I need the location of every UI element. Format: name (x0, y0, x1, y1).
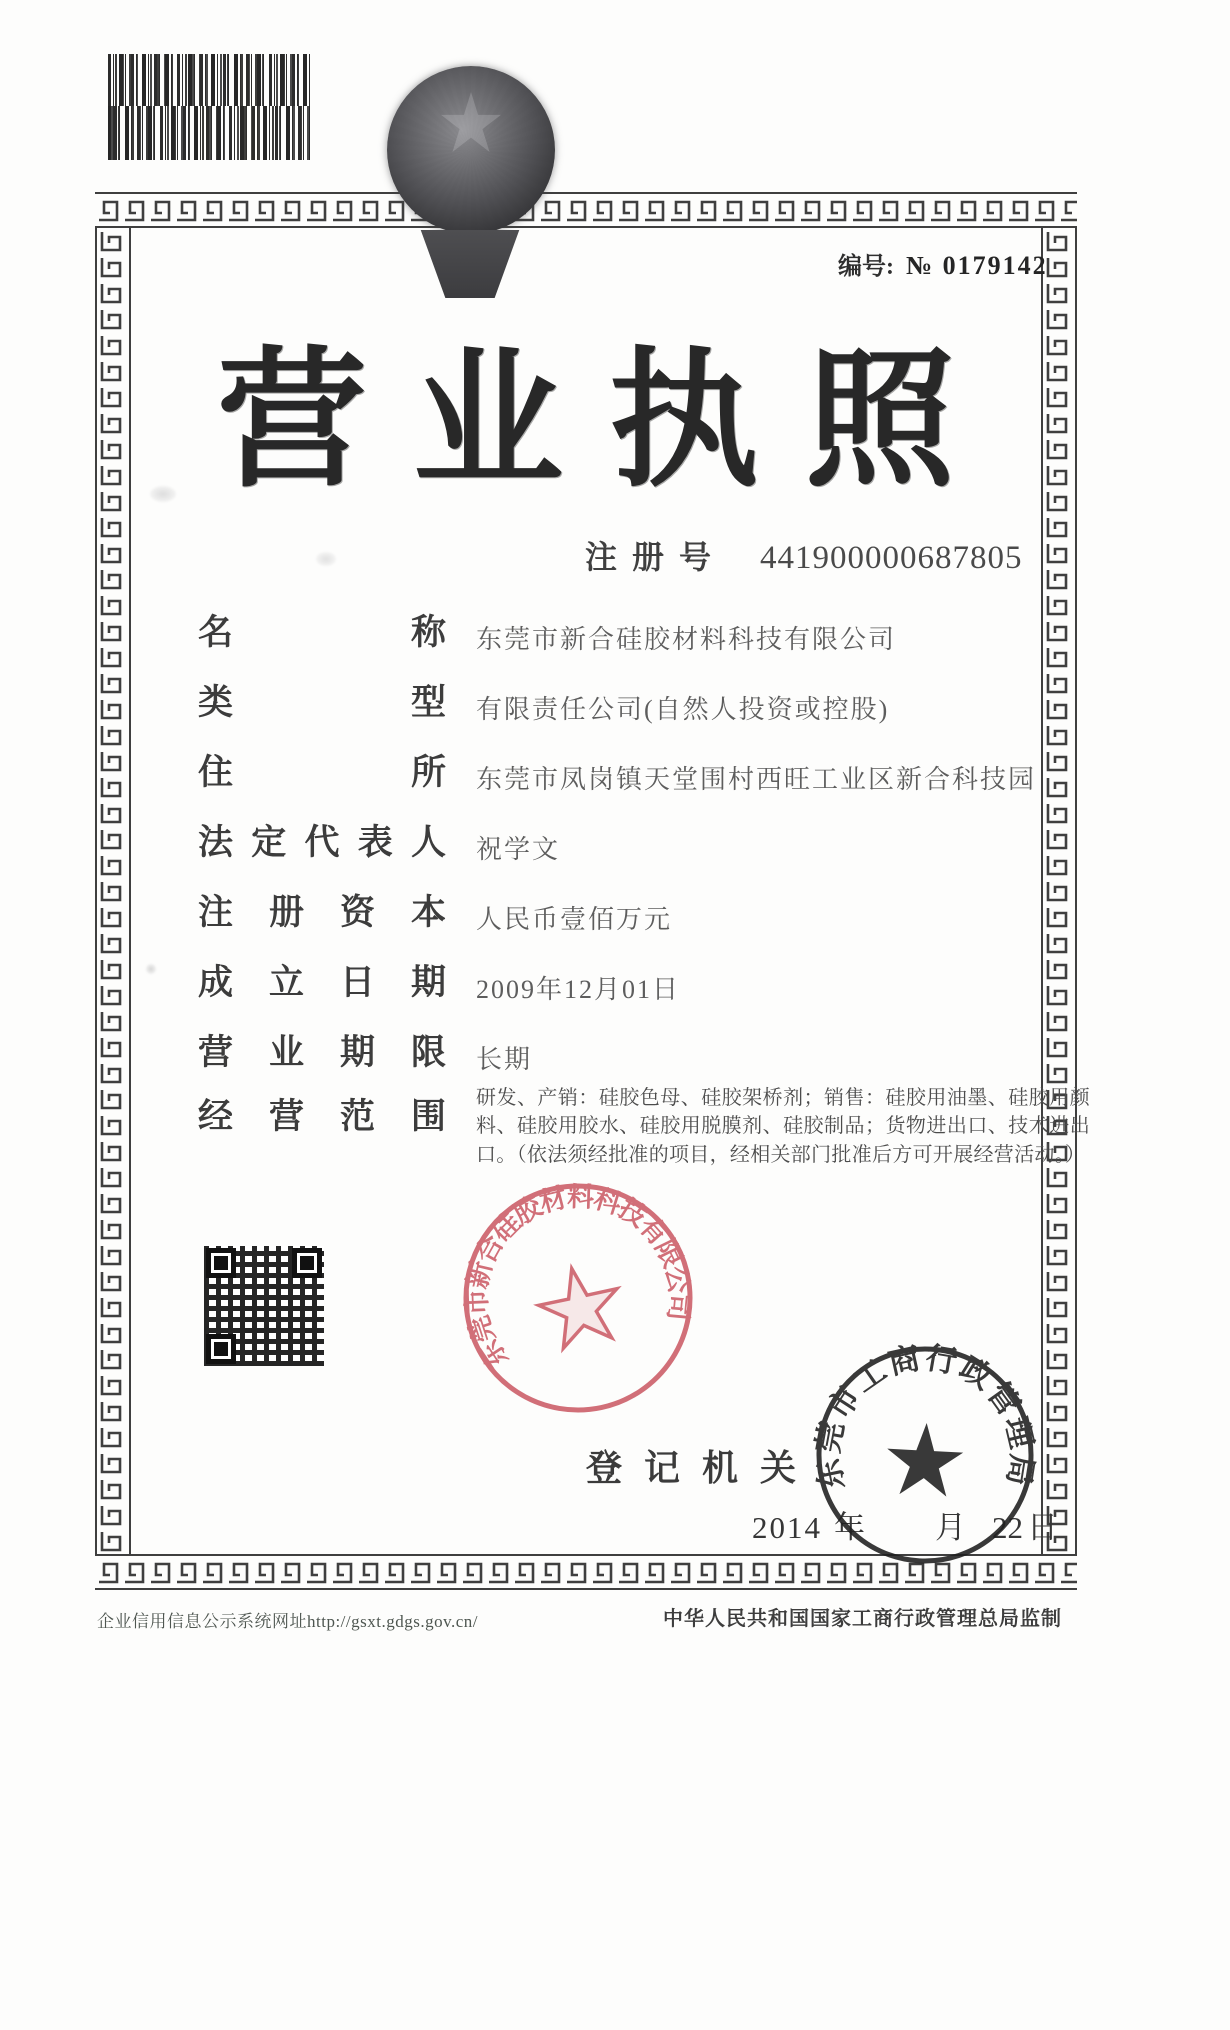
barcode-band (108, 54, 310, 106)
serial-number: № 0179142 (906, 251, 1048, 280)
field-label: 注册资本 (198, 893, 446, 932)
field-row-business-term (198, 1030, 532, 1076)
barcode-band (108, 106, 310, 160)
field-label: 住所 (198, 753, 446, 792)
field-row-type (198, 680, 889, 726)
footer-issuer: 中华人民共和国国家工商行政管理总局监制 (663, 1608, 1062, 1630)
scan-smudge (146, 964, 156, 974)
registration-number: 441900000687805 (760, 540, 1023, 576)
field-row-business-scope (198, 1082, 1090, 1169)
issue-day: 22 (992, 1510, 1023, 1545)
company-seal-text: 东莞市新合硅胶材料科技有限公司 (461, 1181, 695, 1374)
field-row-registered-capital (198, 890, 672, 936)
field-label: 法定代表人 (198, 823, 446, 862)
issue-year: 2014 (752, 1510, 822, 1545)
day-unit: 日 (1027, 1510, 1058, 1545)
field-value: 人民币壹佰万元 (476, 905, 673, 934)
field-value: 研发、产销：硅胶色母、硅胶架桥剂；销售：硅胶用油墨、硅胶用颜料、硅胶用胶水、硅胶用脱膜剂、硅胶制品；货物进出口、技术进出口。（依法须经批准的项目，经相关部门批准后方可开展经营活动。） (476, 1087, 1090, 1166)
page-title: 营业执照 (216, 336, 1001, 504)
qr-code-icon (204, 1246, 324, 1366)
border-top (95, 192, 1077, 228)
field-value: 长期 (476, 1045, 533, 1074)
field-label: 经营范围 (198, 1097, 446, 1136)
field-label: 成立日期 (198, 963, 446, 1002)
field-label: 名称 (198, 613, 446, 652)
field-row-establishment-date (198, 960, 680, 1006)
field-value: 东莞市新合硅胶材料科技有限公司 (476, 625, 897, 654)
serial-number-line (838, 246, 1048, 281)
field-value: 东莞市凤岗镇天堂围村西旺工业区新合科技园 (476, 765, 1037, 794)
field-row-address (198, 750, 1036, 796)
qr-eye (206, 1334, 236, 1364)
field-value: 祝学文 (476, 835, 561, 864)
field-row-name (198, 610, 896, 656)
registration-label: 注册号 (585, 539, 727, 575)
field-label: 营业期限 (198, 1033, 446, 1072)
registry-black-seal-icon (804, 1334, 1046, 1576)
company-red-seal-icon (436, 1156, 721, 1441)
scan-smudge (316, 552, 336, 566)
registration-number-line (585, 532, 1023, 578)
qr-eye (292, 1248, 322, 1278)
serial-label: 编号: (838, 254, 894, 280)
footer-public-system-url: 企业信用信息公示系统网址http://gsxt.gdgs.gov.cn/ (97, 1612, 478, 1631)
field-value: 2009年12月01日 (476, 975, 681, 1004)
field-label: 类型 (198, 683, 446, 722)
national-emblem-icon (387, 66, 555, 234)
field-row-legal-representative (198, 820, 560, 866)
year-unit: 年 (834, 1510, 865, 1545)
barcode-icon (108, 54, 310, 160)
month-unit: 月 (935, 1510, 966, 1545)
registrar-label: 登记机关 (586, 1448, 819, 1488)
field-value: 有限责任公司(自然人投资或控股) (476, 695, 890, 724)
registry-seal-text: 东莞市工商行政管理局 (810, 1339, 1041, 1494)
qr-eye (206, 1248, 236, 1278)
